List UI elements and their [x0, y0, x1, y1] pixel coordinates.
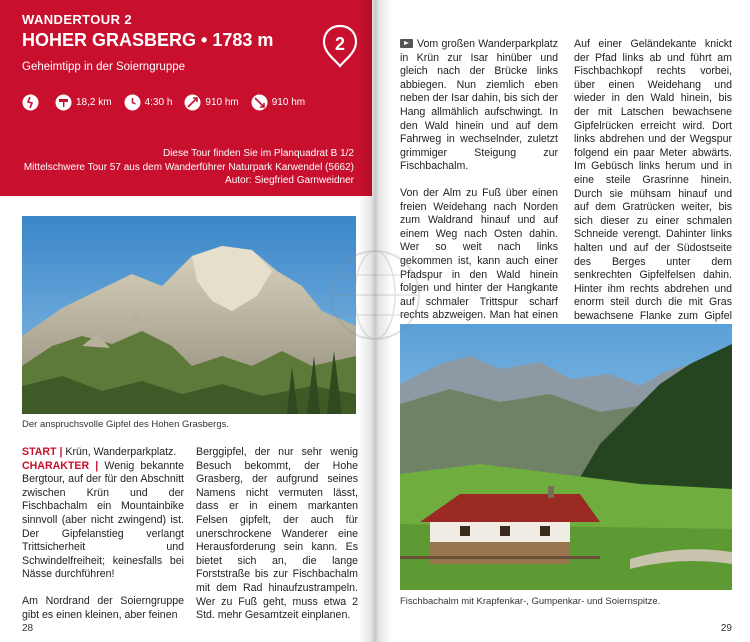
author-line: Autor: Siegfried Garnweidner	[225, 175, 354, 186]
clock-icon	[124, 94, 141, 111]
stat-ascent	[184, 94, 238, 111]
summit-photo	[22, 216, 356, 414]
tour-stats	[22, 92, 317, 112]
badge-number: 2	[334, 34, 346, 54]
character-text: Wenig bekannte Bergtour, auf der für den Abschnitt zwischen Krün und der Fischbachalm ein Mountainbike sinnvoll (aber nicht zwingend) ist. Der Gipfelanstieg verlangt Trittsicherheit und Schwindelfreiheit; keinesfalls bei Nässe durchführen!	[22, 459, 184, 581]
route-paragraph-2: Von der Alm zu Fuß über einen freien Weidehang nach Norden zum Waldrand hinauf und auf einem Weg nach Osten dahin. Wer so weit nach links gekommen ist, kann auch einer Pfadspur in den Wald hinein folgen und hinter der Hangkante auf schmaler Trittspur scharf rechts abzweigen. Man hat einen	[400, 186, 558, 322]
tour-facts	[22, 446, 184, 582]
tour-title: HOHER GRASBERG • 1783 m	[22, 30, 274, 50]
intro-paragraph-continued: Berggipfel, der nur sehr wenig Besuch bekommt, der Hohe Grasberg, der aufgrund seines Namens nicht vermuten lässt, dass er in einem markanten Felsen gipfelt, der auch für unerschrockene Wanderer eine Herausforderung sein kann. Es bietet sich an, die lange Forststraße bis zur Fischbachalm mit dem Rad hinaufzustrampeln. Wer zu Fuß geht, muss etwa 2 Std. mehr Gesamtzeit einplanen.	[196, 446, 358, 622]
page-number-left: 28	[22, 623, 34, 634]
signpost-icon	[55, 94, 72, 111]
difficulty-icon	[22, 94, 39, 111]
left-page	[0, 0, 372, 642]
route-marker-icon	[400, 39, 413, 48]
left-column-2	[196, 446, 358, 636]
alm-photo-caption: Fischbachalm mit Krapfenkar-, Gumpenkar- und Soiernspitze.	[400, 596, 661, 607]
tour-subtitle: Geheimtipp in der Soierngruppe	[22, 61, 186, 73]
stat-difficulty	[22, 94, 43, 111]
descent-value: 910 hm	[271, 96, 306, 108]
tour-label: WANDERTOUR 2	[22, 12, 133, 27]
page-number-right: 29	[720, 623, 732, 634]
tour-header	[0, 0, 372, 196]
ascent-icon	[184, 94, 201, 111]
start-text: Krün, Wanderparkplatz.	[62, 446, 177, 458]
distance-value: 18,2 km	[76, 96, 112, 108]
character-label: CHARAKTER |	[22, 459, 99, 472]
stat-descent	[251, 94, 305, 111]
map-reference: Diese Tour finden Sie im Planquadrat B 1/2	[162, 148, 354, 159]
start-label: START |	[22, 446, 63, 458]
ascent-value: 910 hm	[205, 96, 239, 108]
route-paragraph-1	[400, 38, 558, 174]
descent-icon	[251, 94, 268, 111]
route-paragraph-3: Auf einer Geländekante knickt der Pfad links ab und führt am Fischbachkopf rechts vorbei, über einen Weidehang und wieder in den Wald hinein, bis der mit Latschen bewachsene Gipfelrücken erreicht wird. Dort links abdrehen und der Wegspur folgend ein paar Meter abwärts. Im Gebüsch links herum und in eine steile Grasrinne hinein. Durch sie mühsam hinauf und auf dem Gratrücken weiter, bis sich dieser zu einer schmalen Schneide verengt. Dahinter links halten und auf der Südostseite des Berges unter dem senkrechten Gipfelfelsen dahin. Hinter ihm rechts abdrehen und enorm steil durch die mit Gras bewachsene Flanke zum Gipfel	[574, 38, 732, 322]
tour-reference-info	[24, 147, 354, 188]
route-paragraph-1-text: Vom großen Wanderparkplatz in Krün zur Isar hinüber und gleich nach der Brücke links abbiegen. Nun ziemlich eben neben der Isar dahin, bis sich der Hang allmählich aufschwingt. In den Wald hinein und auf dem Fahrweg in wechselnder, zuletzt grimmiger Steigung zur Fischbachalm.	[400, 38, 558, 173]
intro-paragraph-start: Am Nordrand der Soierngruppe gibt es einen kleinen, aber feinen	[22, 594, 184, 621]
alm-photo	[400, 324, 732, 590]
stat-distance	[55, 94, 112, 111]
left-column-1	[22, 446, 184, 635]
guidebook-reference: Mittelschwere Tour 57 aus dem Wanderführer Naturpark Karwendel (5662)	[23, 161, 354, 173]
stat-duration	[124, 94, 173, 111]
right-page	[378, 0, 750, 642]
duration-value: 4:30 h	[144, 96, 173, 108]
summit-photo-caption: Der anspruchsvolle Gipfel des Hohen Grasbergs.	[22, 419, 229, 430]
tour-number-badge	[322, 24, 358, 68]
